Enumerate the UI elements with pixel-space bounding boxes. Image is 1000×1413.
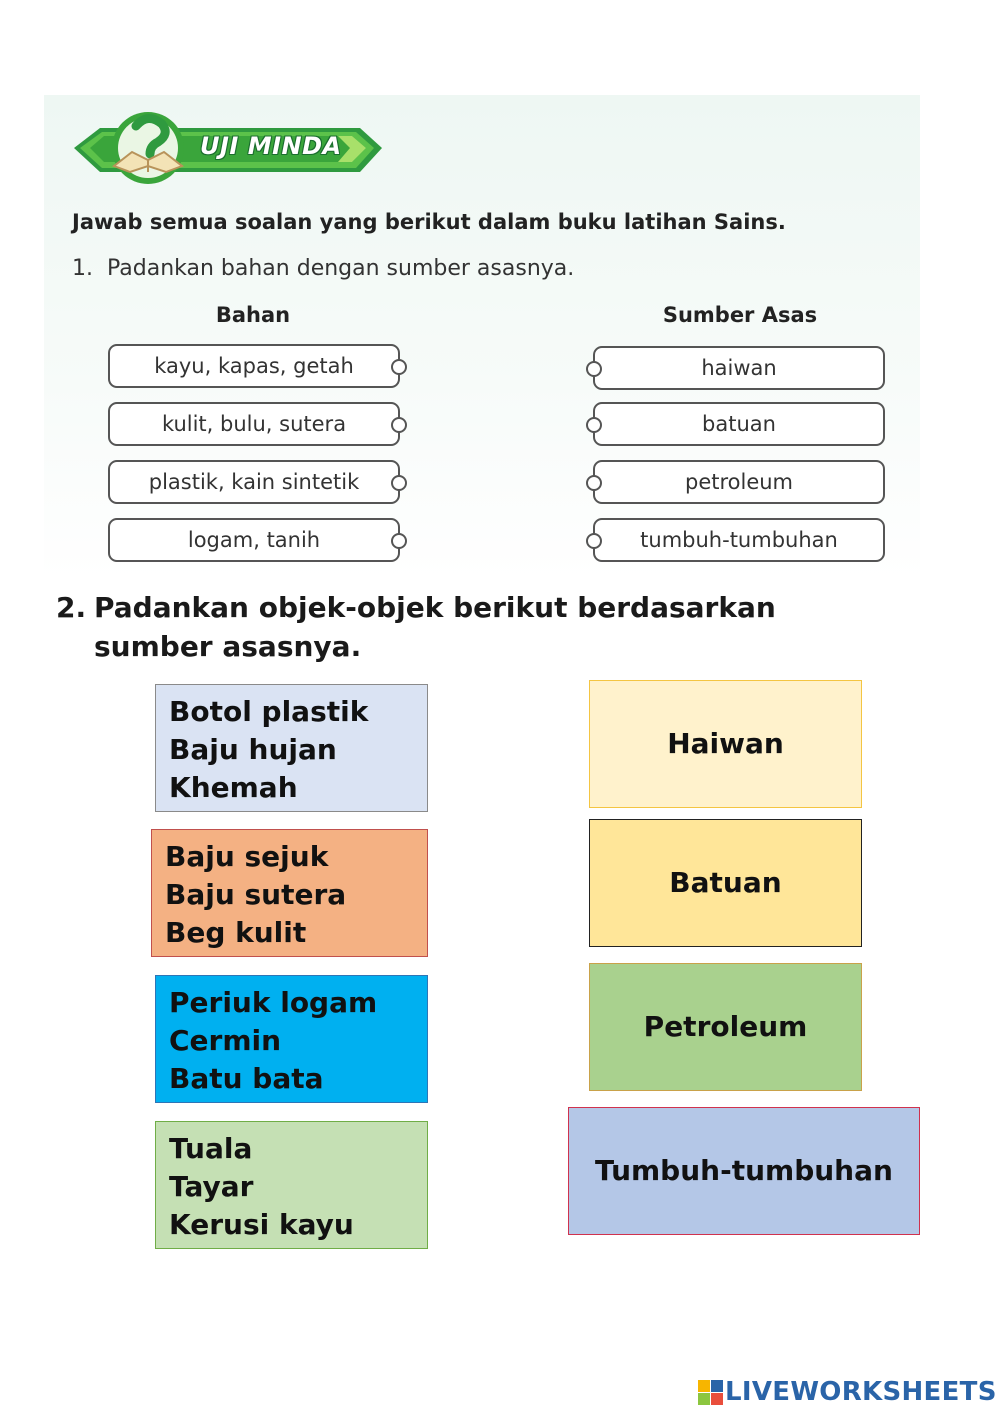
object-item: Tayar (169, 1170, 254, 1203)
bahan-item-label: kayu, kapas, getah (154, 354, 354, 378)
object-item: Baju sutera (165, 878, 347, 911)
sumber-item-3[interactable] (593, 460, 885, 504)
object-item: Batu bata (169, 1062, 324, 1095)
object-item: Tuala (169, 1132, 253, 1165)
sumber-asas-header: Sumber Asas (662, 303, 818, 327)
connector-dot[interactable] (391, 533, 407, 549)
connector-dot[interactable] (391, 475, 407, 491)
source-card-petroleum[interactable] (589, 963, 862, 1091)
connector-dot[interactable] (586, 475, 602, 491)
liveworksheets-logo-icon (698, 1380, 723, 1405)
connector-dot[interactable] (586, 361, 602, 377)
instruction-text: Jawab semua soalan yang berikut dalam buku latihan Sains. (72, 210, 786, 234)
sumber-item-label: tumbuh-tumbuhan (640, 528, 838, 552)
question-2-line-2: sumber asasnya. (94, 630, 362, 663)
question-2-line-1: Padankan objek-objek berikut berdasarkan (94, 591, 776, 624)
object-card-2[interactable] (151, 829, 428, 957)
object-item: Baju hujan (169, 733, 337, 766)
connector-dot[interactable] (586, 533, 602, 549)
banner-title: UJI MINDA (200, 132, 342, 160)
object-item: Botol plastik (169, 695, 369, 728)
question-1-number: 1. (72, 256, 93, 281)
liveworksheets-brand (698, 1377, 997, 1407)
object-card-1[interactable] (155, 684, 428, 812)
object-item: Cermin (169, 1024, 282, 1057)
bahan-item-1[interactable] (108, 344, 400, 388)
sumber-item-1[interactable] (593, 346, 885, 390)
bahan-item-2[interactable] (108, 402, 400, 446)
question-1 (72, 256, 574, 281)
brand-name: LIVEWORKSHEETS (725, 1377, 997, 1407)
object-card-3[interactable] (155, 975, 428, 1103)
source-card-haiwan[interactable] (589, 680, 862, 808)
sumber-item-label: batuan (702, 412, 776, 436)
object-card-4[interactable] (155, 1121, 428, 1249)
question-2-number: 2. (56, 591, 87, 624)
question-1-text: Padankan bahan dengan sumber asasnya. (107, 256, 575, 281)
question-2 (56, 588, 776, 666)
bahan-item-4[interactable] (108, 518, 400, 562)
bahan-item-label: logam, tanih (187, 528, 321, 552)
source-label: Haiwan (667, 727, 784, 760)
bahan-item-label: kulit, bulu, sutera (161, 412, 347, 436)
connector-dot[interactable] (586, 417, 602, 433)
source-label: Petroleum (643, 1010, 808, 1043)
sumber-item-label: petroleum (684, 470, 794, 494)
object-item: Baju sejuk (165, 840, 329, 873)
bahan-header: Bahan (215, 303, 291, 327)
connector-dot[interactable] (391, 417, 407, 433)
object-item: Khemah (169, 771, 298, 804)
bahan-item-label: plastik, kain sintetik (148, 470, 360, 494)
sumber-item-label: haiwan (701, 356, 777, 380)
sumber-item-4[interactable] (593, 518, 885, 562)
object-item: Periuk logam (169, 986, 378, 1019)
source-card-tumbuh-tumbuhan[interactable] (568, 1107, 920, 1235)
sumber-item-2[interactable] (593, 402, 885, 446)
bahan-item-3[interactable] (108, 460, 400, 504)
connector-dot[interactable] (391, 359, 407, 375)
source-label: Batuan (669, 866, 782, 899)
object-item: Kerusi kayu (169, 1208, 354, 1241)
source-card-batuan[interactable] (589, 819, 862, 947)
source-label: Tumbuh-tumbuhan (595, 1154, 893, 1187)
object-item: Beg kulit (165, 916, 307, 949)
